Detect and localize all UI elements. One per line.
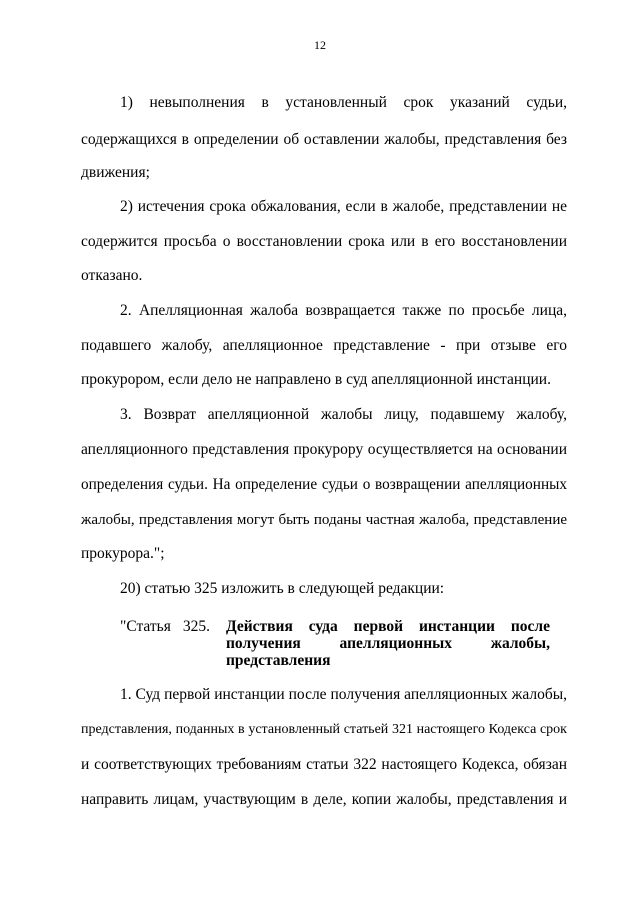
paragraph-line: направить лицам, участвующим в деле, копии жалобы, представления и [81,791,567,808]
paragraph-line: представления, поданных в установленный статьей 321 настоящего Кодекса срок [81,722,567,737]
article-label-number: 325. [182,618,210,635]
article-label-word: "Статья [120,618,171,635]
paragraph-line: 2) истечения срока обжалования, если в жалобе, представлении не [120,198,567,215]
paragraph-line: прокурором, если дело не направлено в суд апелляционной инстанции. [81,371,551,388]
article-title-line: представления [226,652,331,669]
paragraph-line: 2. Апелляционная жалоба возвращается также по просьбе лица, [120,302,567,319]
paragraph-line: 1. Суд первой инстанции после получения апелляционных жалобы, [120,686,567,703]
paragraph-line: прокурора."; [81,545,165,562]
article-title [226,618,550,669]
article-title-line: Действия суда первой инстанции после [226,618,550,635]
page-number: 12 [314,38,326,52]
paragraph-line: отказано. [81,267,143,284]
paragraph-line: 3. Возврат апелляционной жалобы лицу, подавшему жалобу, [120,406,567,423]
paragraph-line: содержащихся в определении об оставлении жалобы, представления без [81,131,567,148]
article-label [120,618,220,636]
paragraph-line: апелляционного представления прокурору осуществляется на основании [81,441,567,458]
paragraph-line: подавшего жалобу, апелляционное представление - при отзыве его [81,337,567,354]
paragraph-line: определения судьи. На определение судьи о возвращении апелляционных [81,476,567,493]
paragraph-line: жалобы, представления могут быть поданы частная жалоба, представление [81,512,567,528]
paragraph-line: и соответствующих требованиям статьи 322 настоящего Кодекса, обязан [81,756,567,773]
paragraph-line: 20) статью 325 изложить в следующей редакции: [120,580,445,597]
paragraph-line: движения; [81,164,150,181]
article-title-line: получения апелляционных жалобы, [226,635,550,652]
paragraph-line: содержится просьба о восстановлении срока или в его восстановлении [81,233,567,250]
paragraph-line: 1) невыполнения в установленный срок указаний судьи, [120,94,567,111]
